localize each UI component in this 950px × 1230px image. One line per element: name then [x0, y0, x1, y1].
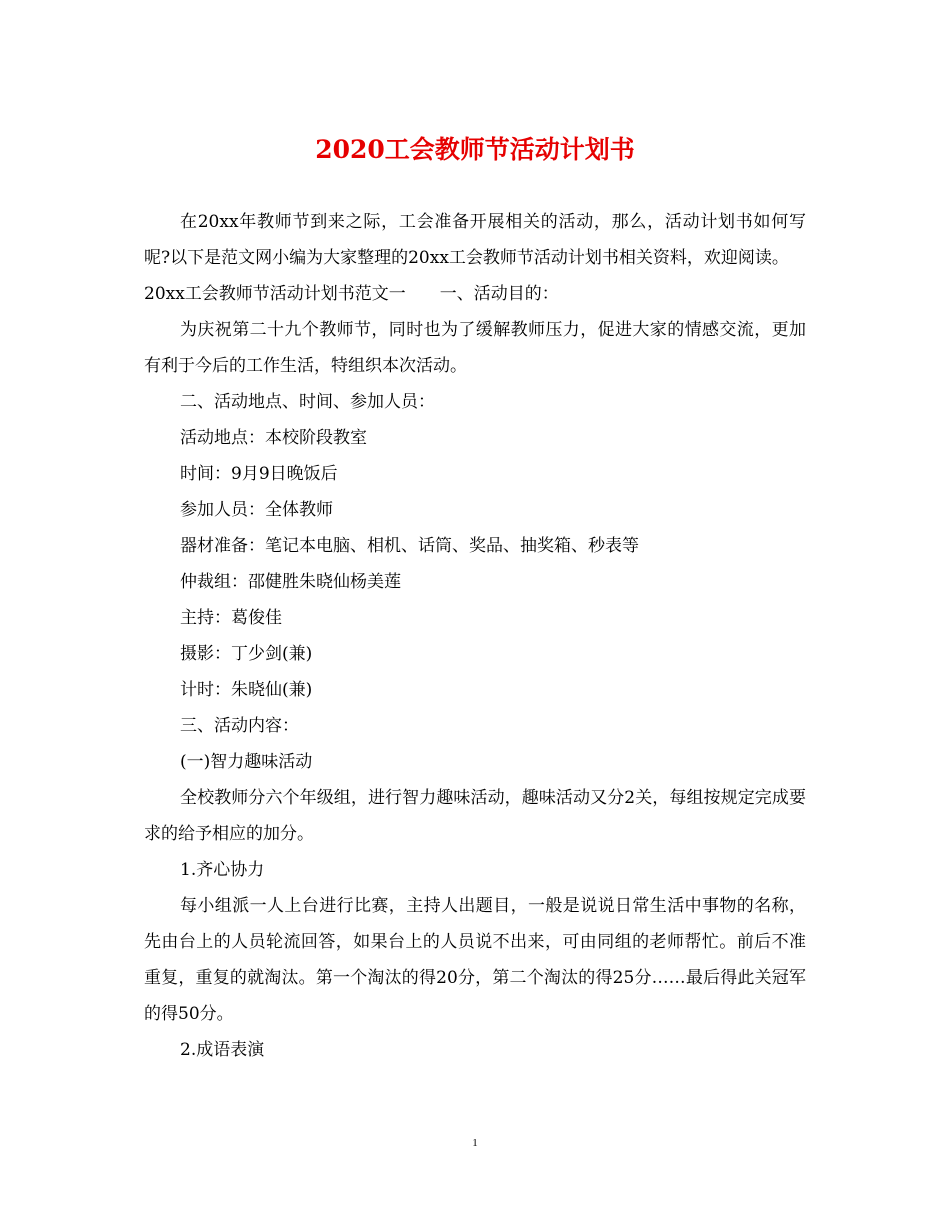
page-number: 1 — [472, 1137, 478, 1149]
paragraph-18: 2.成语表演 — [180, 1040, 265, 1060]
paragraph-12: 计时：朱晓仙(兼) — [180, 680, 313, 700]
paragraph-4: 二、活动地点、时间、参加人员： — [180, 392, 435, 412]
document-body — [144, 204, 806, 1068]
paragraph-8: 器材准备：笔记本电脑、相机、话筒、奖品、抽奖箱、秒表等 — [180, 536, 639, 556]
paragraph-17: 每小组派一人上台进行比赛，主持人出题目，一般是说说日常生活中事物的名称，先由台上的人员轮流回答，如果台上的人员说不出来，可由同组的老师帮忙。前后不准重复，重复的就淘汰。第一个淘汰的得20分，第二个淘汰的得25分……最后得此关冠军的得50分。 — [144, 896, 806, 1024]
paragraph-15: 全校教师分六个年级组，进行智力趣味活动，趣味活动又分2关，每组按规定完成要求的给予相应的加分。 — [144, 788, 806, 844]
paragraph-11: 摄影：丁少剑(兼) — [180, 644, 313, 664]
paragraph-2: 20xx工会教师节活动计划书范文一 一、活动目的： — [144, 284, 559, 304]
paragraph-7: 参加人员：全体教师 — [180, 500, 333, 520]
paragraph-6: 时间：9月9日晚饭后 — [180, 464, 338, 484]
document-title: 2020工会教师节活动计划书 — [315, 135, 635, 164]
paragraph-16: 1.齐心协力 — [180, 860, 265, 880]
paragraph-13: 三、活动内容： — [180, 716, 299, 736]
paragraph-3: 为庆祝第二十九个教师节，同时也为了缓解教师压力，促进大家的情感交流，更加有利于今后的工作生活，特组织本次活动。 — [144, 320, 806, 376]
paragraph-1: 在20xx年教师节到来之际，工会准备开展相关的活动，那么，活动计划书如何写呢?以下是范文网小编为大家整理的20xx工会教师节活动计划书相关资料，欢迎阅读。 — [144, 212, 806, 268]
paragraph-14: (一)智力趣味活动 — [180, 752, 313, 772]
paragraph-10: 主持：葛俊佳 — [180, 608, 282, 628]
paragraph-9: 仲裁组：邵健胜朱晓仙杨美莲 — [180, 572, 401, 592]
paragraph-5: 活动地点：本校阶段教室 — [180, 428, 367, 448]
